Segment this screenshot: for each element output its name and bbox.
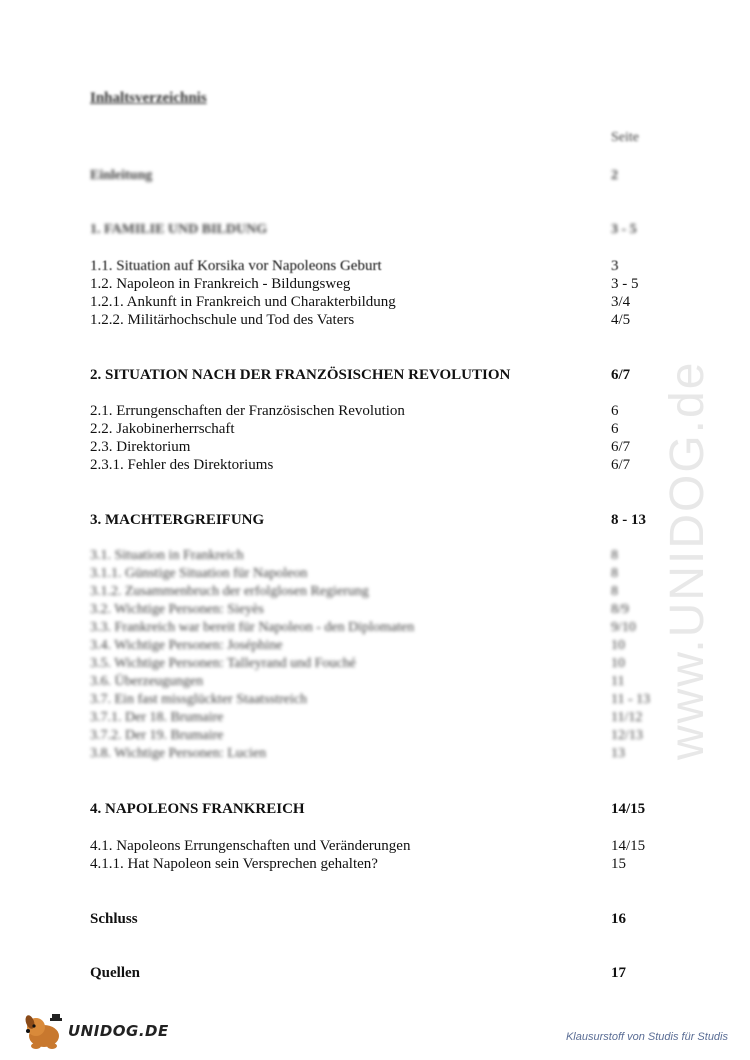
toc-entry-page: 6/7 — [611, 439, 631, 455]
toc-entry-page: 17 — [611, 965, 626, 981]
toc-entry — [90, 637, 670, 655]
toc-entry — [90, 727, 670, 745]
unidog-logo[interactable] — [22, 1012, 169, 1050]
toc-entry — [90, 167, 670, 185]
toc-entry — [90, 673, 670, 691]
toc-section-heading — [90, 964, 670, 982]
toc-title: Inhaltsverzeichnis — [90, 90, 207, 106]
toc-entry-page: 4/5 — [611, 312, 631, 328]
toc-entry — [90, 601, 670, 619]
toc-entry-page: 14/15 — [611, 801, 646, 817]
toc-entry-page: 8 - 13 — [611, 512, 646, 528]
toc-entry — [90, 402, 670, 420]
toc-entry-label: 2.3.1. Fehler des Direktoriums — [90, 457, 274, 473]
toc-entry-label: 3.7. Ein fast missglückter Staatsstreich — [90, 692, 307, 707]
page-column-label: Seite — [611, 130, 639, 145]
toc-entry-label: 1.2.2. Militärhochschule und Tod des Vaters — [90, 312, 355, 328]
toc-entry-label: 2.1. Errungenschaften der Französischen Revolution — [90, 403, 405, 419]
toc-entry-page: 3/4 — [611, 294, 631, 310]
toc-entry — [90, 855, 670, 873]
toc-entry-page: 3 - 5 — [611, 276, 639, 292]
toc-entry — [90, 456, 670, 474]
toc-entry — [90, 275, 670, 293]
toc-entry — [90, 420, 670, 438]
toc-entry-page: 8 — [611, 548, 618, 563]
toc-entry — [90, 691, 670, 709]
toc-entry-page: 11/12 — [611, 710, 643, 725]
toc-entry-page: 14/15 — [611, 838, 646, 854]
toc-entry — [90, 257, 670, 275]
toc-entry-page: 3 - 5 — [611, 222, 637, 237]
toc-entry — [90, 619, 670, 637]
footer-tagline: Klausurstoff von Studis für Studis — [565, 1031, 728, 1043]
toc-entry-label: 3.1. Situation in Frankreich — [90, 548, 244, 563]
toc-entry — [90, 293, 670, 311]
toc-entry-page: 8/9 — [611, 602, 629, 617]
toc-entry-label: Einleitung — [90, 168, 153, 183]
toc-entry — [90, 709, 670, 727]
toc-entry-label: 1.2. Napoleon in Frankreich - Bildungsweg — [90, 276, 351, 292]
toc-entry — [90, 547, 670, 565]
toc-entry-page: 13 — [611, 746, 625, 761]
toc-entry-label: 2.2. Jakobinerherrschaft — [90, 421, 235, 437]
toc-entry-page: 9/10 — [611, 620, 636, 635]
toc-entry-label: 3.5. Wichtige Personen: Talleyrand und Fouché — [90, 656, 356, 671]
toc-entry-label: 2.3. Direktorium — [90, 439, 191, 455]
toc-entry-page: 11 - 13 — [611, 692, 651, 707]
toc-section-heading — [90, 910, 670, 928]
toc-section-heading — [90, 511, 670, 529]
toc-entry-label: 1.2.1. Ankunft in Frankreich und Charakterbildung — [90, 294, 396, 310]
toc-entry-label: 3.3. Frankreich war bereit für Napoleon - den Diplomaten — [90, 620, 415, 635]
toc-entry-label: 3.7.1. Der 18. Brumaire — [90, 710, 224, 725]
toc-entry-label: 3.1.1. Günstige Situation für Napoleon — [90, 566, 308, 581]
toc-entry-page: 2 — [611, 168, 618, 183]
toc-entry-label: 1. FAMILIE UND BILDUNG — [90, 222, 268, 237]
toc-entry-label: Quellen — [90, 965, 141, 981]
toc-entry-label: 4.1. Napoleons Errungenschaften und Veränderungen — [90, 838, 411, 854]
toc-entry — [90, 745, 670, 763]
toc-entry-page: 11 — [611, 674, 625, 689]
toc-section-heading — [90, 221, 670, 239]
toc-entry-label: 2. SITUATION NACH DER FRANZÖSISCHEN REVOLUTION — [90, 367, 511, 383]
logo-wordmark: UNIDOG.DE — [68, 1022, 169, 1040]
toc-entry-page: 10 — [611, 656, 625, 671]
toc-entry — [90, 438, 670, 456]
toc-entry-label: Schluss — [90, 911, 138, 927]
toc-entry — [90, 311, 670, 329]
toc-entry-label: 4. NAPOLEONS FRANKREICH — [90, 801, 305, 817]
toc-entry — [90, 565, 670, 583]
toc-entry-page: 12/13 — [611, 728, 643, 743]
toc-entry-page: 6 — [611, 403, 619, 419]
toc-entry-page: 15 — [611, 856, 626, 872]
dog-icon — [22, 1012, 68, 1050]
toc-entry-label: 3.7.2. Der 19. Brumaire — [90, 728, 224, 743]
toc-entry-label: 3. MACHTERGREIFUNG — [90, 512, 265, 528]
toc-entry-page: 8 — [611, 566, 618, 581]
toc-entry-label: 3.8. Wichtige Personen: Lucien — [90, 746, 267, 761]
toc-entry-page: 10 — [611, 638, 625, 653]
toc-section-heading — [90, 366, 670, 384]
toc-entry-label: 3.4. Wichtige Personen: Joséphine — [90, 638, 283, 653]
toc-entry-label: 3.6. Überzeugungen — [90, 674, 204, 689]
toc-entry — [90, 655, 670, 673]
toc-entry-label: 3.2. Wichtige Personen: Sieyès — [90, 602, 264, 617]
toc-entry-page: 16 — [611, 911, 626, 927]
toc-entry-page: 8 — [611, 584, 618, 599]
toc-entry — [90, 583, 670, 601]
toc-entry-page: 6/7 — [611, 367, 631, 383]
toc-entry-page: 3 — [611, 258, 619, 274]
toc-entry-label: 3.1.2. Zusammenbruch der erfolglosen Regierung — [90, 584, 369, 599]
toc-entry-page: 6 — [611, 421, 619, 437]
watermark: www.UNIDOG.de — [661, 360, 714, 760]
toc-entry-page: 6/7 — [611, 457, 631, 473]
toc-entry — [90, 837, 670, 855]
toc-entry-label: 4.1.1. Hat Napoleon sein Versprechen gehalten? — [90, 856, 378, 872]
toc-entry-label: 1.1. Situation auf Korsika vor Napoleons Geburt — [90, 258, 382, 274]
toc-section-heading — [90, 800, 670, 818]
